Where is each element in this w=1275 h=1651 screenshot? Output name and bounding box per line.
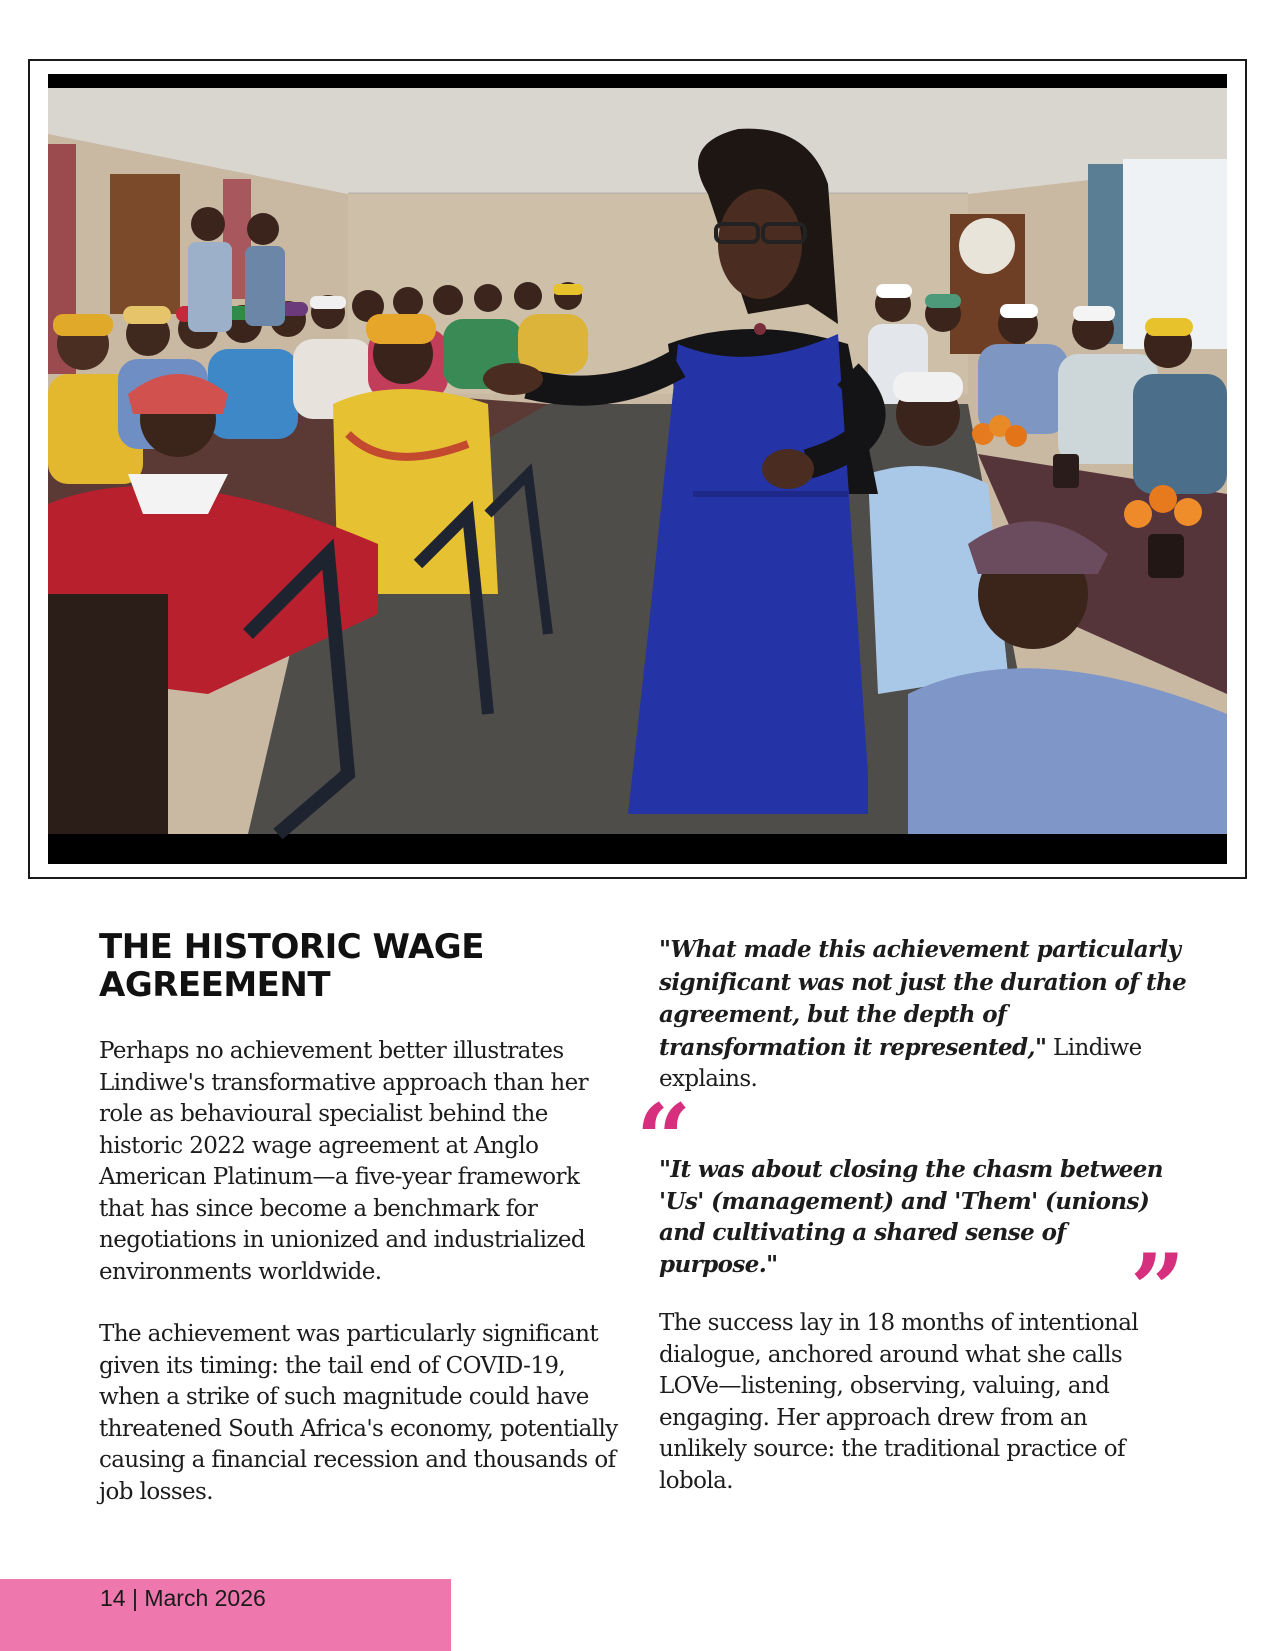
- body-paragraph-1: Perhaps no achievement better illustrates Lindiwe's transformative approach than her role as behavioural specialist behind the historic 2022 wage agreement at Anglo American Platinum—a five-year framework that has since become a benchmark for negotiations in unionized and industrialized environments worldwide.: [99, 1038, 589, 1285]
- body-paragraph-2: The achievement was particularly significant given its timing: the tail end of COVID-19, when a strike of such magnitude could have threatened South Africa's economy, potentially causing a financial recession and thousands of job losses.: [99, 1321, 618, 1505]
- quote-intro: [659, 934, 1189, 1096]
- article-heading: THE HISTORIC WAGE AGREEMENT: [99, 927, 484, 1005]
- feature-photo: [48, 74, 1227, 864]
- quote-intro-text: "What made this achievement particularly significant was not just the duration of the agreement, but the depth of transformation it represented,": [659, 936, 1187, 1061]
- close-quote-icon: ”: [1130, 1233, 1186, 1346]
- open-quote-icon: “: [636, 1083, 692, 1196]
- photo-illustration: [48, 74, 1227, 864]
- left-column: [99, 928, 619, 1539]
- quote-attribution: Lindiwe explains.: [659, 1034, 1142, 1092]
- photo-frame: [28, 59, 1247, 879]
- page-number-label: 14 | March 2026: [100, 1585, 266, 1611]
- pull-quote: "It was about closing the chasm between 'Us' (management) and 'Them' (unions) and cultivating a shared sense of purpose.": [659, 1156, 1163, 1278]
- closing-paragraph: The success lay in 18 months of intentional dialogue, anchored around what she calls LOVe—listening, observing, valuing, and engaging. Her approach drew from an unlikely source: the traditional practice of lobola.: [659, 1310, 1139, 1494]
- right-column: [659, 934, 1189, 1096]
- right-column-lower: [659, 1308, 1179, 1528]
